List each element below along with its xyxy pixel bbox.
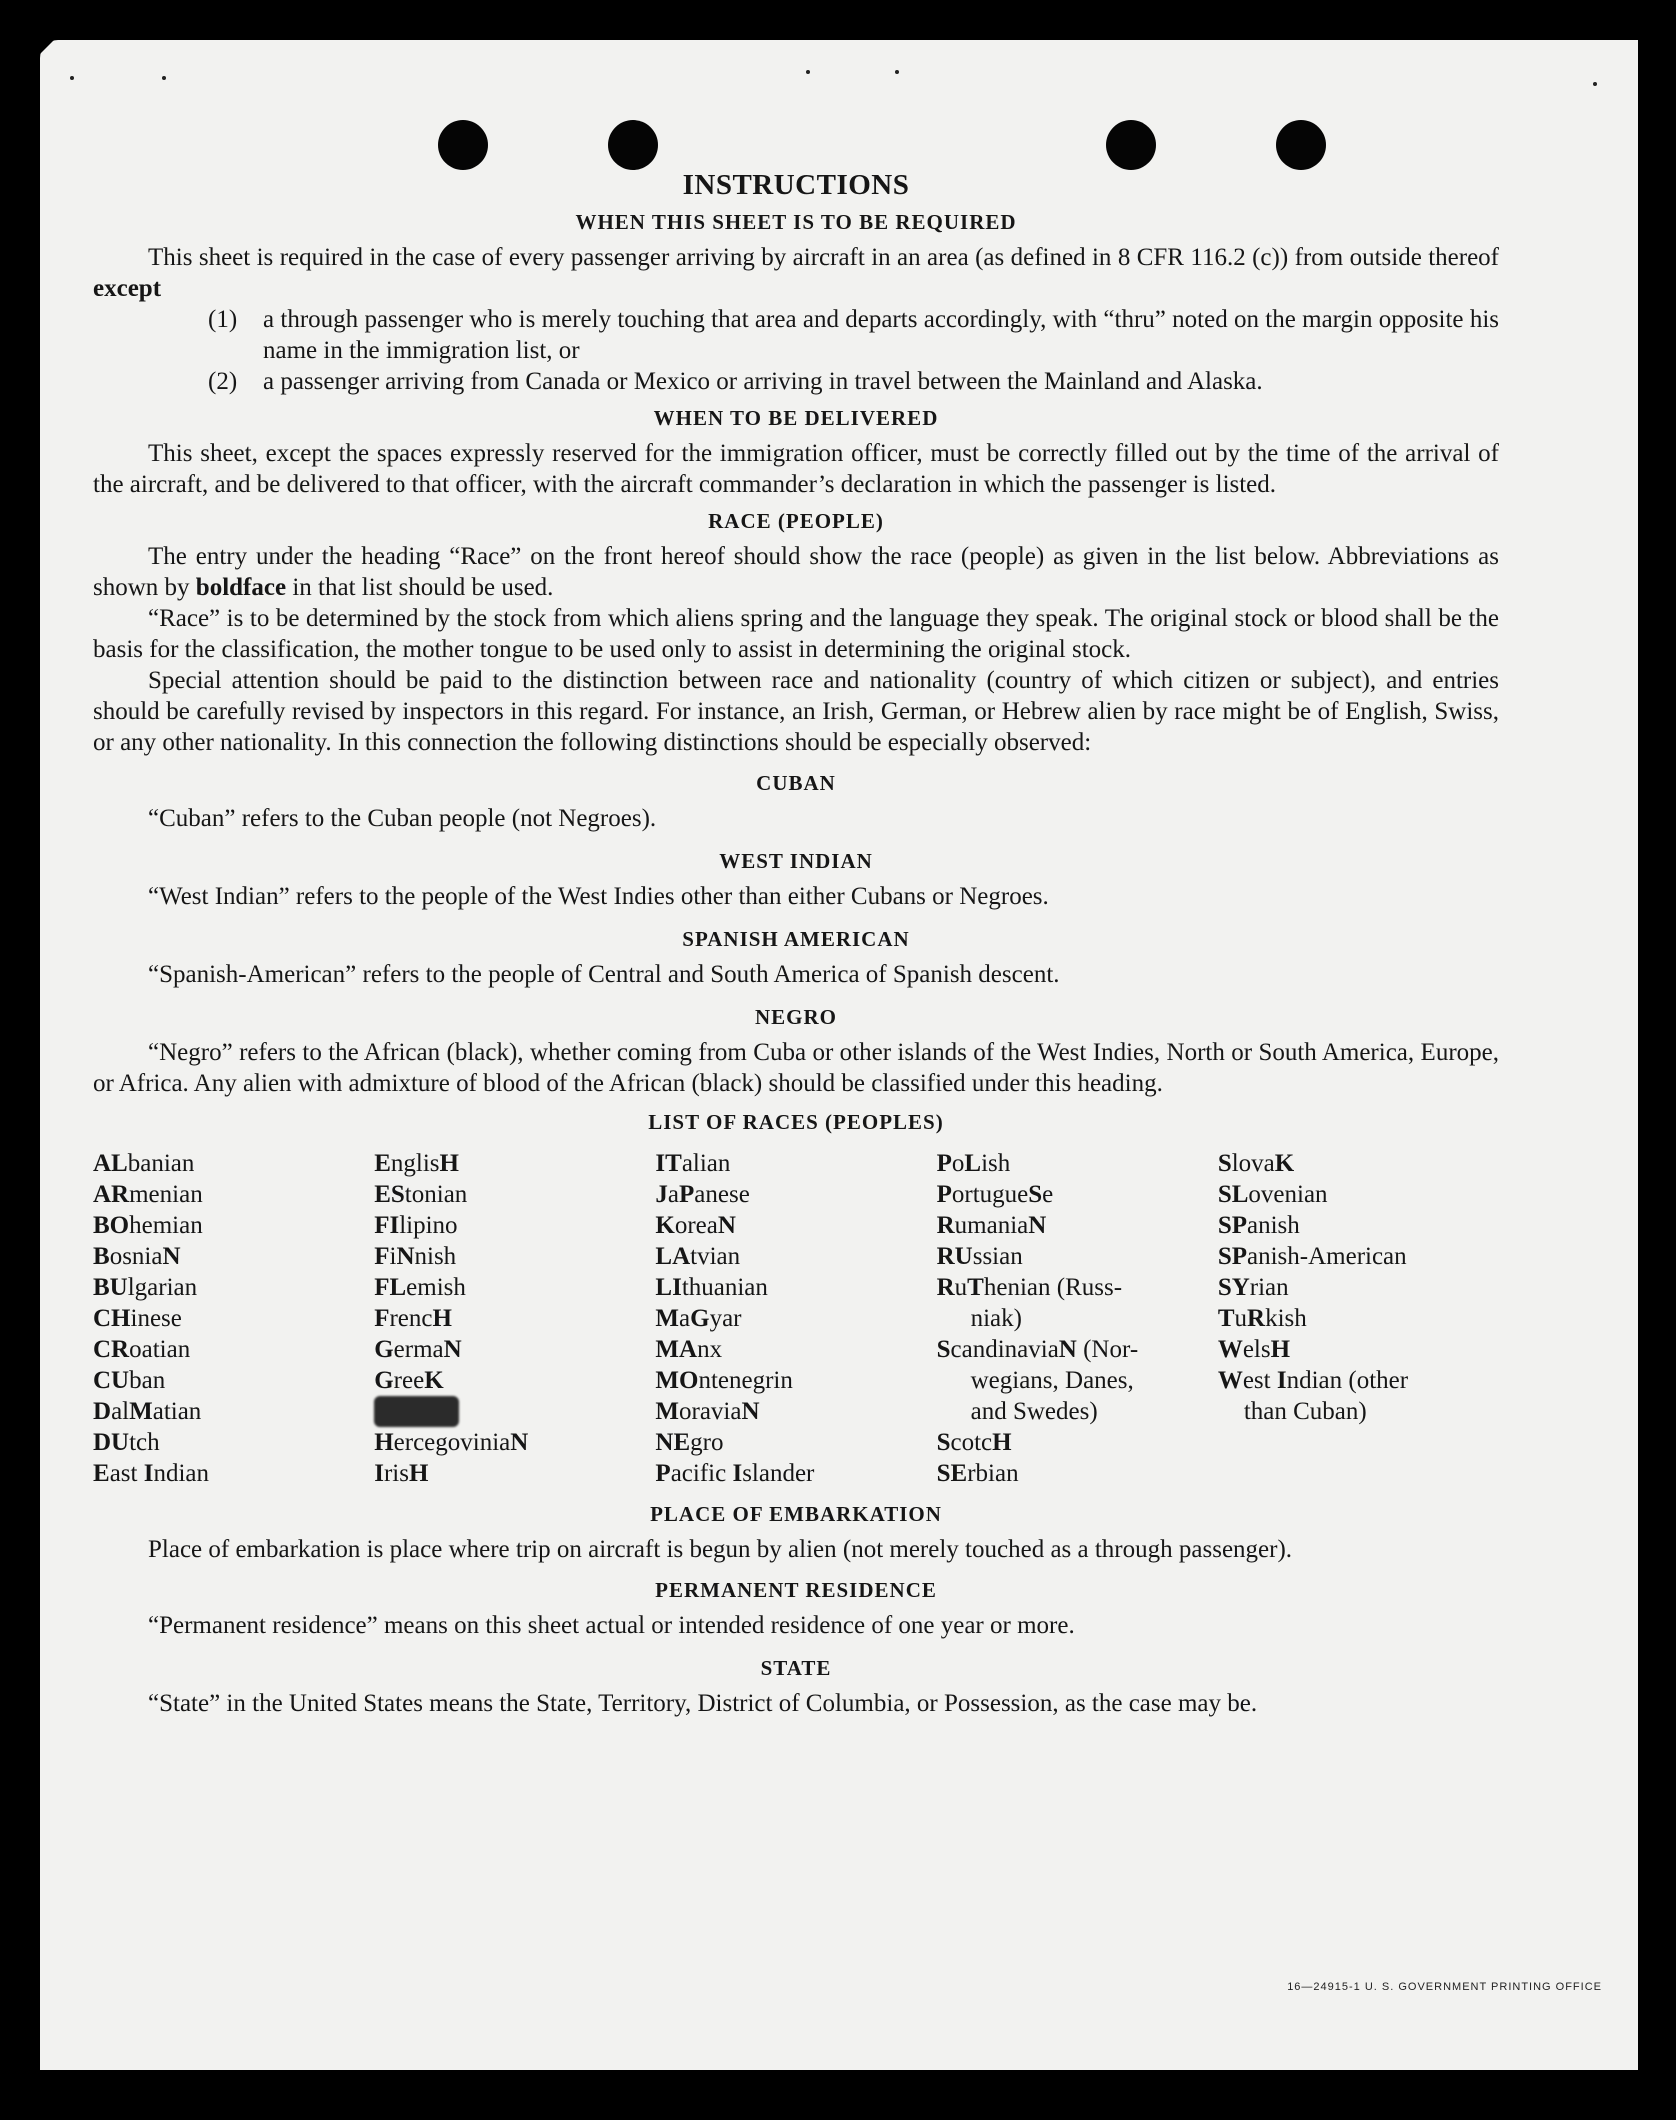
section-heading: PERMANENT RESIDENCE bbox=[655, 1578, 937, 1602]
section-heading: WEST INDIAN bbox=[719, 849, 873, 873]
section-heading: SPANISH AMERICAN bbox=[682, 927, 910, 951]
list-item: (1) a through passenger who is merely touching that area and departs accordingly, with “thru” noted on the margin opposite his name in the immigration list, or bbox=[208, 306, 1499, 364]
paragraph: This sheet is required in the case of every passenger arriving by aircraft in an area (as defined in 8 CFR 116.2 (c)) from outside thereof except bbox=[93, 244, 1499, 302]
speck bbox=[1593, 82, 1597, 86]
race-entry: ARmenian bbox=[93, 1181, 203, 1208]
race-entry: FIlipino bbox=[374, 1212, 458, 1239]
race-entry: SErbian bbox=[936, 1460, 1019, 1487]
speck bbox=[806, 70, 810, 74]
punch-hole bbox=[438, 120, 488, 170]
race-entry: Pacific Islander bbox=[655, 1460, 815, 1487]
race-entry: BUlgarian bbox=[93, 1274, 198, 1301]
race-entry: East Indian bbox=[93, 1460, 209, 1487]
race-entry: MaGyar bbox=[655, 1305, 742, 1332]
race-entry: MAnx bbox=[655, 1336, 723, 1363]
instructions-content bbox=[93, 170, 1499, 1719]
race-entry: FiNnish bbox=[374, 1243, 457, 1270]
race-entry: ITalian bbox=[655, 1150, 731, 1177]
section-heading: WHEN THIS SHEET IS TO BE REQUIRED bbox=[575, 210, 1017, 234]
race-entry bbox=[374, 1396, 655, 1427]
ink-blot: HebreW bbox=[374, 1398, 459, 1425]
section-heading: CUBAN bbox=[756, 771, 836, 795]
race-entry: CUban bbox=[93, 1367, 166, 1394]
race-entry: SPanish bbox=[1217, 1212, 1300, 1239]
paragraph: “Spanish-American” refers to the people of Central and South America of Spanish descent. bbox=[148, 961, 1060, 988]
printer-imprint: 16—24915-1 U. S. GOVERNMENT PRINTING OFFICE bbox=[1287, 1981, 1602, 1993]
race-entry: EStonian bbox=[374, 1181, 468, 1208]
race-entry: GermaN bbox=[374, 1336, 462, 1363]
race-entry: GreeK bbox=[374, 1367, 444, 1394]
race-entry: ScandinaviaN (Nor- bbox=[936, 1336, 1139, 1363]
race-entry: HercegoviniaN bbox=[374, 1429, 529, 1456]
race-entry: DalMatian bbox=[93, 1398, 202, 1425]
race-entry: MOntenegrin bbox=[655, 1367, 793, 1394]
punch-hole bbox=[1106, 120, 1156, 170]
race-entry: and Swedes) bbox=[970, 1398, 1098, 1425]
race-entry: PoLish bbox=[936, 1150, 1011, 1177]
race-entry: LIthuanian bbox=[655, 1274, 768, 1301]
paragraph: Place of embarkation is place where trip on aircraft is begun by alien (not merely touched as a through passenger). bbox=[148, 1536, 1293, 1563]
race-entry: SLovenian bbox=[1217, 1181, 1328, 1208]
race-entry: WelsH bbox=[1217, 1336, 1291, 1363]
punch-hole bbox=[1276, 120, 1326, 170]
race-entry: LAtvian bbox=[655, 1243, 741, 1270]
race-entry: SYrian bbox=[1217, 1274, 1289, 1301]
race-entry: PortugueSe bbox=[936, 1181, 1054, 1208]
races-list bbox=[93, 1148, 1499, 1489]
paragraph: “Permanent residence” means on this sheet actual or intended residence of one year or more. bbox=[148, 1612, 1075, 1639]
paragraph: The entry under the heading “Race” on the front hereof should show the race (people) as given in the list below. Abbreviations as shown by boldface in that list should be used. bbox=[93, 543, 1499, 601]
race-entry: TuRkish bbox=[1217, 1305, 1307, 1332]
races-column bbox=[1218, 1148, 1499, 1489]
section-heading: RACE (PEOPLE) bbox=[708, 509, 884, 533]
paragraph: “State” in the United States means the State, Territory, District of Columbia, or Possession, as the case may be. bbox=[148, 1690, 1258, 1717]
race-entry: SlovaK bbox=[1217, 1150, 1295, 1177]
paragraph: “West Indian” refers to the people of the West Indies other than either Cubans or Negroes. bbox=[148, 883, 1049, 910]
race-entry: RuThenian (Russ- bbox=[936, 1274, 1123, 1301]
race-entry: FrencH bbox=[374, 1305, 452, 1332]
race-entry: KoreaN bbox=[655, 1212, 736, 1239]
section-heading: NEGRO bbox=[754, 1005, 837, 1029]
section-heading: LIST OF RACES (PEOPLES) bbox=[648, 1110, 944, 1134]
paragraph: “Race” is to be determined by the stock from which aliens spring and the language they speak. The original stock or blood shall be the basis for the classification, the mother tongue to be used only to assist in determining the original stock. bbox=[93, 605, 1499, 663]
section-heading: PLACE OF EMBARKATION bbox=[650, 1502, 942, 1526]
race-entry: JaPanese bbox=[655, 1181, 750, 1208]
races-column bbox=[937, 1148, 1218, 1489]
paragraph: This sheet, except the spaces expressly reserved for the immigration officer, must be correctly filled out by the time of the arrival of the aircraft, and be delivered to that officer, with the aircraft commander’s declaration in which the passenger is listed. bbox=[93, 440, 1499, 498]
races-column bbox=[93, 1148, 374, 1489]
race-entry: MoraviaN bbox=[655, 1398, 760, 1425]
speck bbox=[895, 70, 899, 74]
race-entry: EnglisH bbox=[374, 1150, 459, 1177]
race-entry: BOhemian bbox=[93, 1212, 203, 1239]
race-entry: RumaniaN bbox=[936, 1212, 1047, 1239]
race-entry: IrisH bbox=[374, 1460, 429, 1487]
race-entry: ALbanian bbox=[93, 1150, 195, 1177]
race-entry: ScotcH bbox=[936, 1429, 1012, 1456]
race-entry: CRoatian bbox=[93, 1336, 191, 1363]
races-column bbox=[655, 1148, 936, 1489]
paragraph: “Cuban” refers to the Cuban people (not Negroes). bbox=[148, 805, 657, 832]
speck bbox=[162, 76, 166, 80]
section-heading: WHEN TO BE DELIVERED bbox=[653, 406, 939, 430]
list-item: (2) a passenger arriving from Canada or Mexico or arriving in travel between the Mainland and Alaska. bbox=[208, 368, 1263, 395]
race-entry: West Indian (other bbox=[1217, 1367, 1409, 1394]
race-entry: SPanish-American bbox=[1217, 1243, 1407, 1270]
race-entry: niak) bbox=[970, 1305, 1022, 1332]
race-entry: wegians, Danes, bbox=[970, 1367, 1134, 1394]
speck bbox=[70, 76, 74, 80]
race-entry: than Cuban) bbox=[1243, 1398, 1367, 1425]
page-title: INSTRUCTIONS bbox=[682, 169, 910, 201]
race-entry: CHinese bbox=[93, 1305, 182, 1332]
section-heading: STATE bbox=[760, 1656, 832, 1680]
paragraph: Special attention should be paid to the distinction between race and nationality (country of which citizen or subject), and entries should be carefully revised by inspectors in this regard. For instance, an Irish, German, or Hebrew alien by race might be of English, Swiss, or any other nationality. In this connection the following distinctions should be especially observed: bbox=[93, 667, 1499, 756]
race-entry: DUtch bbox=[93, 1429, 160, 1456]
punch-hole bbox=[608, 120, 658, 170]
races-column bbox=[374, 1148, 655, 1489]
race-entry: BosniaN bbox=[93, 1243, 181, 1270]
race-entry: FLemish bbox=[374, 1274, 466, 1301]
race-entry: RUssian bbox=[936, 1243, 1023, 1270]
paragraph: “Negro” refers to the African (black), whether coming from Cuba or other islands of the West Indies, North or South America, Europe, or Africa. Any alien with admixture of blood of the African (black) should be classified under this heading. bbox=[93, 1039, 1499, 1097]
race-entry: NEgro bbox=[655, 1429, 724, 1456]
